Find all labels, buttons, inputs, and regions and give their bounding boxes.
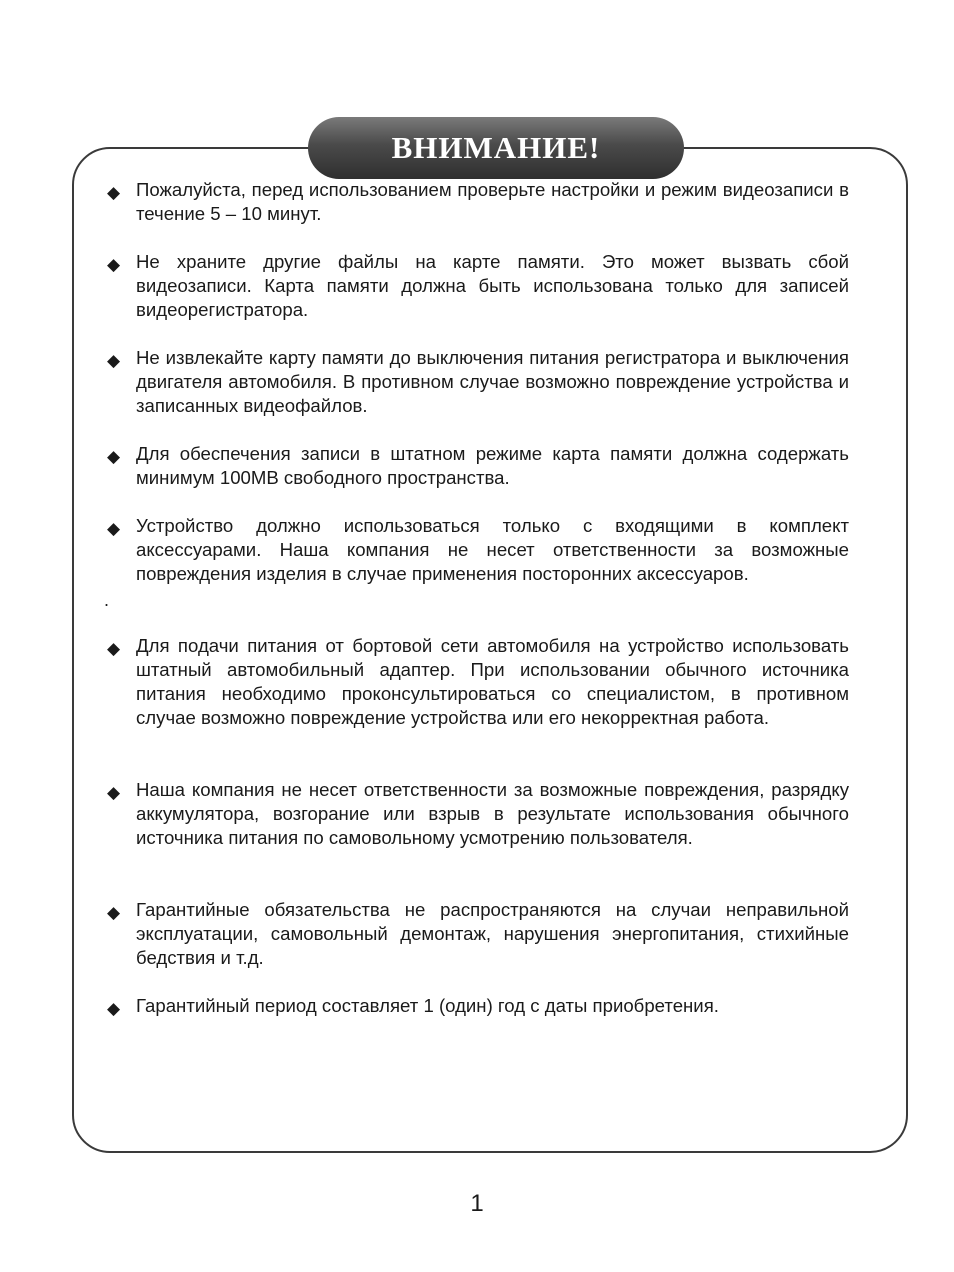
page-number: 1 bbox=[470, 1190, 484, 1217]
title-banner bbox=[308, 117, 684, 179]
diamond-bullet-icon: ◆ bbox=[107, 639, 121, 658]
diamond-bullet-icon: ◆ bbox=[107, 999, 121, 1018]
list-item-text: Пожалуйста, перед использованием проверьте настройки и режим видеозаписи в течение 5 – 10 минут. bbox=[136, 179, 849, 224]
diamond-bullet-icon: ◆ bbox=[107, 447, 121, 466]
list-item-text: Для обеспечения записи в штатном режиме карта памяти должна содержать минимум 100МВ свободного пространства. bbox=[136, 443, 849, 488]
list-item-text: Для подачи питания от бортовой сети автомобиля на устройство использовать штатный автомобильный адаптер. При использовании обычного источника питания необходимо проконсультироваться со специалистом, в противном случае возможно повреждение устройства или его некорректная работа. bbox=[136, 635, 849, 728]
list-item-text: Не извлекайте карту памяти до выключения питания регистратора и выключения двигателя автомобиля. В противном случае возможно повреждение устройства и записанных видеофайлов. bbox=[136, 347, 849, 416]
list-item-text: Гарантийные обязательства не распространяются на случаи неправильной эксплуатации, самовольный демонтаж, нарушения энергопитания, стихийные бедствия и т.д. bbox=[136, 899, 849, 968]
list-item bbox=[105, 994, 849, 1018]
diamond-bullet-icon: ◆ bbox=[107, 903, 121, 922]
list-item-text: Не храните другие файлы на карте памяти. Это может вызвать сбой видеозаписи. Карта памяти должна быть использована только для записей видеорегистратора. bbox=[136, 251, 849, 320]
list-item-text: Наша компания не несет ответственности за возможные повреждения, разрядку аккумулятора, возгорание или взрыв в результате использования обычного источника питания по самовольному усмотрению пользователя. bbox=[136, 779, 849, 848]
list-item bbox=[105, 514, 849, 586]
diamond-bullet-icon: ◆ bbox=[107, 183, 121, 202]
page-title: ВНИМАНИЕ! bbox=[391, 130, 601, 165]
list-item bbox=[105, 178, 849, 226]
diamond-bullet-icon: ◆ bbox=[107, 255, 121, 274]
diamond-bullet-icon: ◆ bbox=[107, 783, 121, 802]
list-item bbox=[105, 634, 849, 730]
list-item-text: Устройство должно использоваться только с входящими в комплект аксессуарами. Наша компания не несет ответственности за возможные повреждения изделия в случае применения посторонних аксессуаров. bbox=[136, 515, 849, 584]
diamond-bullet-icon: ◆ bbox=[107, 519, 121, 538]
list-item bbox=[105, 778, 849, 850]
list-item bbox=[105, 898, 849, 970]
diamond-bullet-icon: ◆ bbox=[107, 351, 121, 370]
list-item bbox=[105, 346, 849, 418]
stray-dot: . bbox=[104, 590, 110, 610]
list-item bbox=[105, 442, 849, 490]
list-item bbox=[105, 250, 849, 322]
list-item-text: Гарантийный период составляет 1 (один) год с даты приобретения. bbox=[136, 995, 719, 1016]
